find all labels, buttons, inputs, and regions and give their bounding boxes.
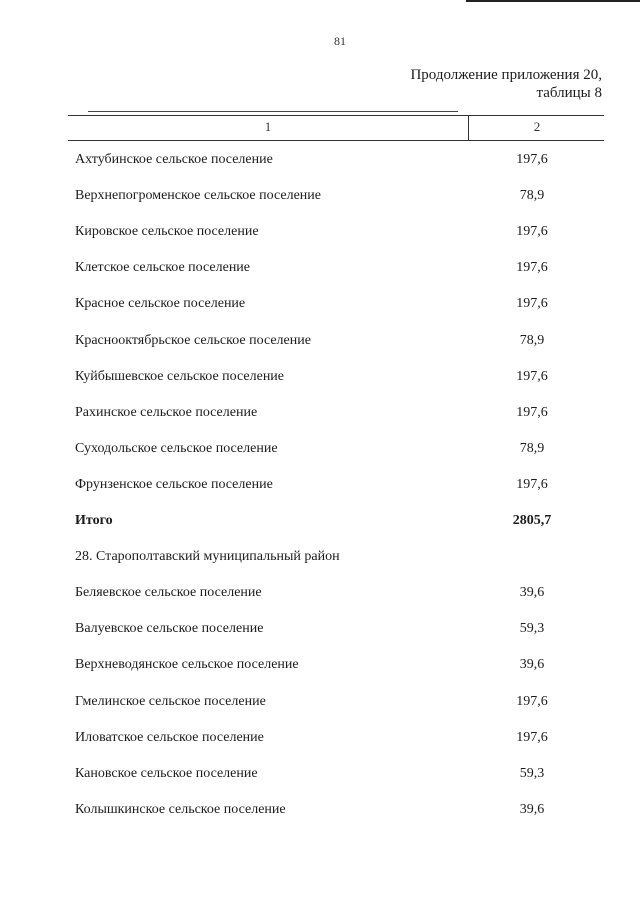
caption-line-1: Продолжение приложения 20, [410,67,602,83]
row-name: Колышкинское сельское поселение [75,801,286,817]
row-name: Краснооктябрьское сельское поселение [75,332,311,348]
table-row [0,439,640,459]
row-value: 197,6 [516,260,548,276]
row-name: Итого [75,513,113,528]
table-row [0,475,640,495]
row-value: 39,6 [519,801,545,817]
row-value: 197,6 [516,224,548,240]
row-name: Рахинское сельское поселение [75,404,258,420]
table-row [0,692,640,712]
row-name: Фрунзенское сельское поселение [75,476,273,492]
row-value: 2805,7 [512,513,552,528]
table-row [0,186,640,206]
row-value: 78,9 [519,332,545,348]
row-value: 197,6 [516,152,548,167]
row-name: 28. Старополтавский муниципальный район [75,549,340,565]
row-name: Кановское сельское поселение [75,765,258,781]
header-col-1: 1 [264,119,272,134]
row-value: 197,6 [516,729,548,745]
caption-line-2: таблицы 8 [536,85,602,101]
row-value: 59,3 [519,765,545,781]
page-number: 81 [334,34,346,48]
table-row [0,331,640,351]
row-name: Красное сельское поселение [75,296,246,312]
row-value: 197,6 [516,296,548,312]
table-row [0,367,640,387]
row-value: 197,6 [516,404,548,420]
row-name: Куйбышевское сельское поселение [75,368,285,384]
header-col-2: 2 [468,116,605,140]
table-row [0,619,640,639]
header-overline [88,111,458,112]
table-row [0,583,640,603]
row-value: 197,6 [516,476,548,492]
table-row [0,403,640,423]
row-value: 78,9 [519,188,545,204]
row-value: 39,6 [519,585,545,601]
row-value: 39,6 [519,657,545,673]
table-row [0,294,640,314]
table-row [0,800,640,820]
row-name: Валуевское сельское поселение [75,621,264,637]
row-name: Верхневодянское сельское поселение [75,657,299,673]
table-row [0,655,640,675]
table-caption [410,66,602,102]
row-name: Верхнепогроменское сельское поселение [75,188,321,204]
table-row [0,764,640,784]
row-name: Ахтубинское сельское поселение [75,152,273,167]
table-row [0,547,640,567]
row-value: 197,6 [516,693,548,709]
table-row [0,728,640,748]
table-row [0,150,640,170]
table-row [0,222,640,242]
table-row [0,258,640,278]
row-name: Кировское сельское поселение [75,224,259,240]
row-name: Клетское сельское поселение [75,260,251,276]
top-rule [466,0,640,2]
table-header [68,115,604,141]
row-value: 59,3 [519,621,545,637]
row-value: 197,6 [516,368,548,384]
row-value: 78,9 [519,440,545,456]
row-name: Суходольское сельское поселение [75,440,278,456]
row-name: Беляевское сельское поселение [75,585,262,601]
total-row [0,511,640,531]
row-name: Иловатское сельское поселение [75,729,264,745]
row-name: Гмелинское сельское поселение [75,693,266,709]
